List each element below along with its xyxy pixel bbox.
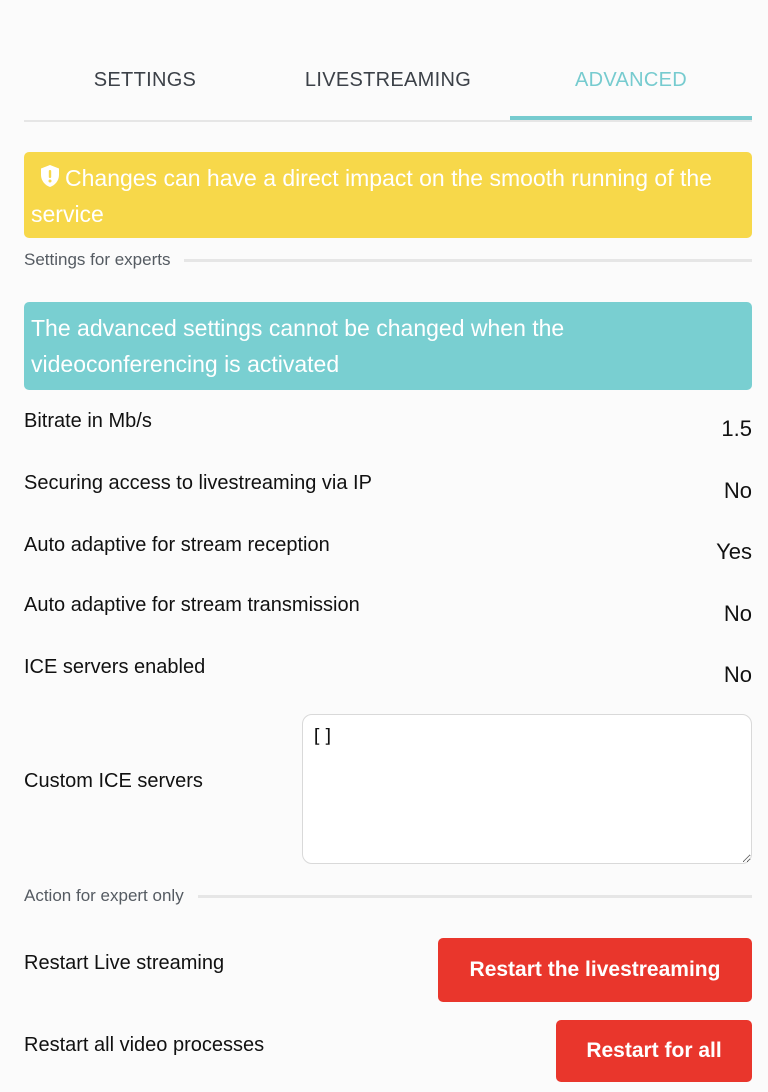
divider-line — [198, 895, 752, 898]
setting-label-ip-securing: Securing access to livestreaming via IP — [24, 472, 372, 494]
section-label: Action for expert only — [24, 886, 184, 905]
warning-banner — [24, 152, 752, 238]
restart-livestreaming-button[interactable]: Restart the livestreaming — [438, 938, 752, 1002]
action-label-restart-all: Restart all video processes — [24, 1034, 265, 1056]
info-banner — [24, 302, 752, 390]
restart-for-all-button[interactable]: Restart for all — [556, 1020, 752, 1082]
setting-value-auto-adaptive-transmission: No — [723, 601, 752, 626]
section-label: Settings for experts — [24, 250, 171, 269]
tab-bar — [24, 40, 752, 122]
custom-ice-servers-input[interactable] — [302, 714, 752, 864]
info-text: The advanced settings cannot be changed when the videoconferencing is activated — [31, 315, 565, 377]
setting-value-auto-adaptive-reception: Yes — [716, 539, 752, 564]
tab-settings[interactable]: SETTINGS — [93, 68, 197, 91]
section-divider-action — [24, 885, 752, 907]
active-tab-indicator — [510, 116, 752, 120]
setting-value-bitrate: 1.5 — [721, 416, 752, 441]
setting-label-auto-adaptive-reception: Auto adaptive for stream reception — [24, 534, 330, 556]
action-label-restart-livestreaming: Restart Live streaming — [24, 952, 225, 974]
warning-text: Changes can have a direct impact on the smooth running of the service — [31, 165, 712, 227]
setting-value-ip-securing: No — [723, 478, 752, 503]
setting-label-custom-ice: Custom ICE servers — [24, 770, 203, 792]
setting-value-ice-enabled: No — [723, 662, 752, 687]
setting-label-ice-enabled: ICE servers enabled — [24, 656, 206, 678]
divider-line — [184, 259, 752, 262]
tab-livestreaming[interactable]: LIVESTREAMING — [304, 68, 472, 91]
shield-alert-icon — [39, 164, 61, 188]
setting-label-auto-adaptive-transmission: Auto adaptive for stream transmission — [24, 594, 360, 616]
tab-advanced[interactable]: ADVANCED — [574, 68, 688, 91]
setting-label-bitrate: Bitrate in Mb/s — [24, 410, 152, 432]
section-divider-experts — [24, 249, 752, 271]
